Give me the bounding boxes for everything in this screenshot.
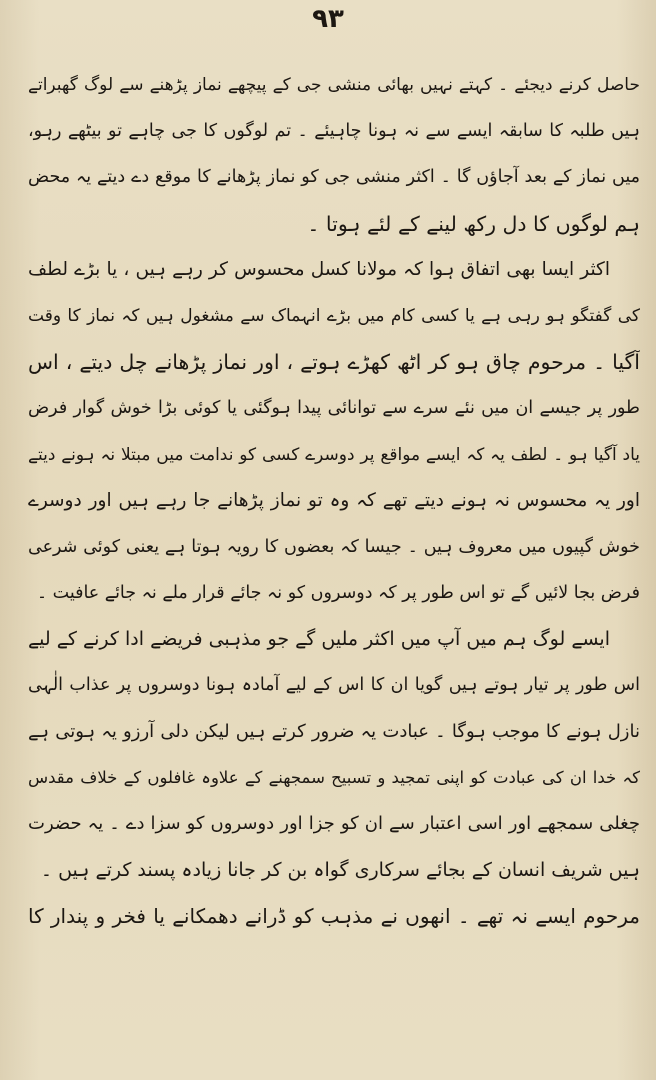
text-line: ہم لوگوں کا دل رکھ لینے کے لئے ہوتا ۔ [307,211,640,236]
text-line: مرحوم ایسے نہ تھے ۔ انھوں نے مذہب کو ڈرانے دھمکانے یا فخر و پندار کا [28,904,640,929]
text-line: ایسے لوگ ہم میں آپ میں اکثر ملیں گے جو مذہبی فریضے ادا کرنے کے لیے [28,628,610,651]
text-line: نازل ہونے کا موجب ہوگا ۔ عبادت یہ ضرور کرتے ہیں لیکن دلی آرزو یہ ہوتی ہے [28,720,640,742]
text-line: فرض بجا لائیں گے تو اس طور پر کہ دوسروں کو نہ جائے قرار ملے نہ جائے عافیت ۔ [36,583,640,604]
text-line: خوش گپیوں میں معروف ہیں ۔ جیسا کہ بعضوں کا رویہ ہوتا ہے یعنی کوئی شرعی [28,536,640,557]
text-line: ہیں شریف انسان کے بجائے سرکاری گواہ بن کر جانا زیادہ پسند کرتے ہیں ۔ [40,859,640,882]
text-line: یاد آگیا ہو ۔ لطف یہ کہ ایسے مواقع پر دوسرے کسی کو ندامت میں مبتلا نہ ہونے دیتے [28,444,640,465]
text-line: میں نماز کے بعد آجاؤں گا ۔ اکثر منشی جی کو نماز پڑھانے کا موقع دے دیتے یہ محض [28,167,640,188]
text-line: طور پر جیسے ان میں نئے سرے سے توانائی پیدا ہوگئی یا کوئی بڑا خوش گوار فرض [28,398,640,419]
text-line: اس طور پر تیار ہوتے ہیں گویا ان کا اس کے لیے آمادہ ہونا دوسروں پر عذاب الٰہی [28,675,640,696]
text-line: حاصل کرنے دیجئے ۔ کہتے نہیں بھائی منشی جی کے پیچھے نماز پڑھنے سے لوگ گھبراتے [28,75,640,95]
body-text [28,62,640,940]
text-line: کہ خدا ان کی عبادت کو اپنی تمجید و تسبیح سمجھنے کے علاوہ غافلوں کے خلاف مقدس [28,767,640,787]
text-line: اور یہ محسوس نہ ہونے دیتے تھے کہ وہ تو نماز پڑھانے جا رہے ہیں اور دوسرے [28,489,640,511]
text-line: اکثر ایسا بھی اتفاق ہوا کہ مولانا کسل محسوس کر رہے ہیں ، یا بڑے لطف [28,258,610,280]
page-number: ۹۳ [312,4,344,34]
text-line: چغلی سمجھے اور اسی اعتبار سے ان کو جزا اور دوسروں کو سزا دے ۔ یہ حضرت [28,813,640,834]
text-line: کی گفتگو ہو رہی ہے یا کسی کام میں بڑے انہماک سے مشغول ہیں کہ نماز کا وقت [28,305,640,326]
text-line: آگیا ۔ مرحوم چاق ہو کر اٹھ کھڑے ہوتے ، اور نماز پڑھانے چل دیتے ، اس [28,350,640,375]
text-line: ہیں طلبہ کا سابقہ ایسے سے نہ ہونا چاہیئے ۔ تم لوگوں کا جی چاہے تو بیٹھے رہو، [28,121,640,142]
